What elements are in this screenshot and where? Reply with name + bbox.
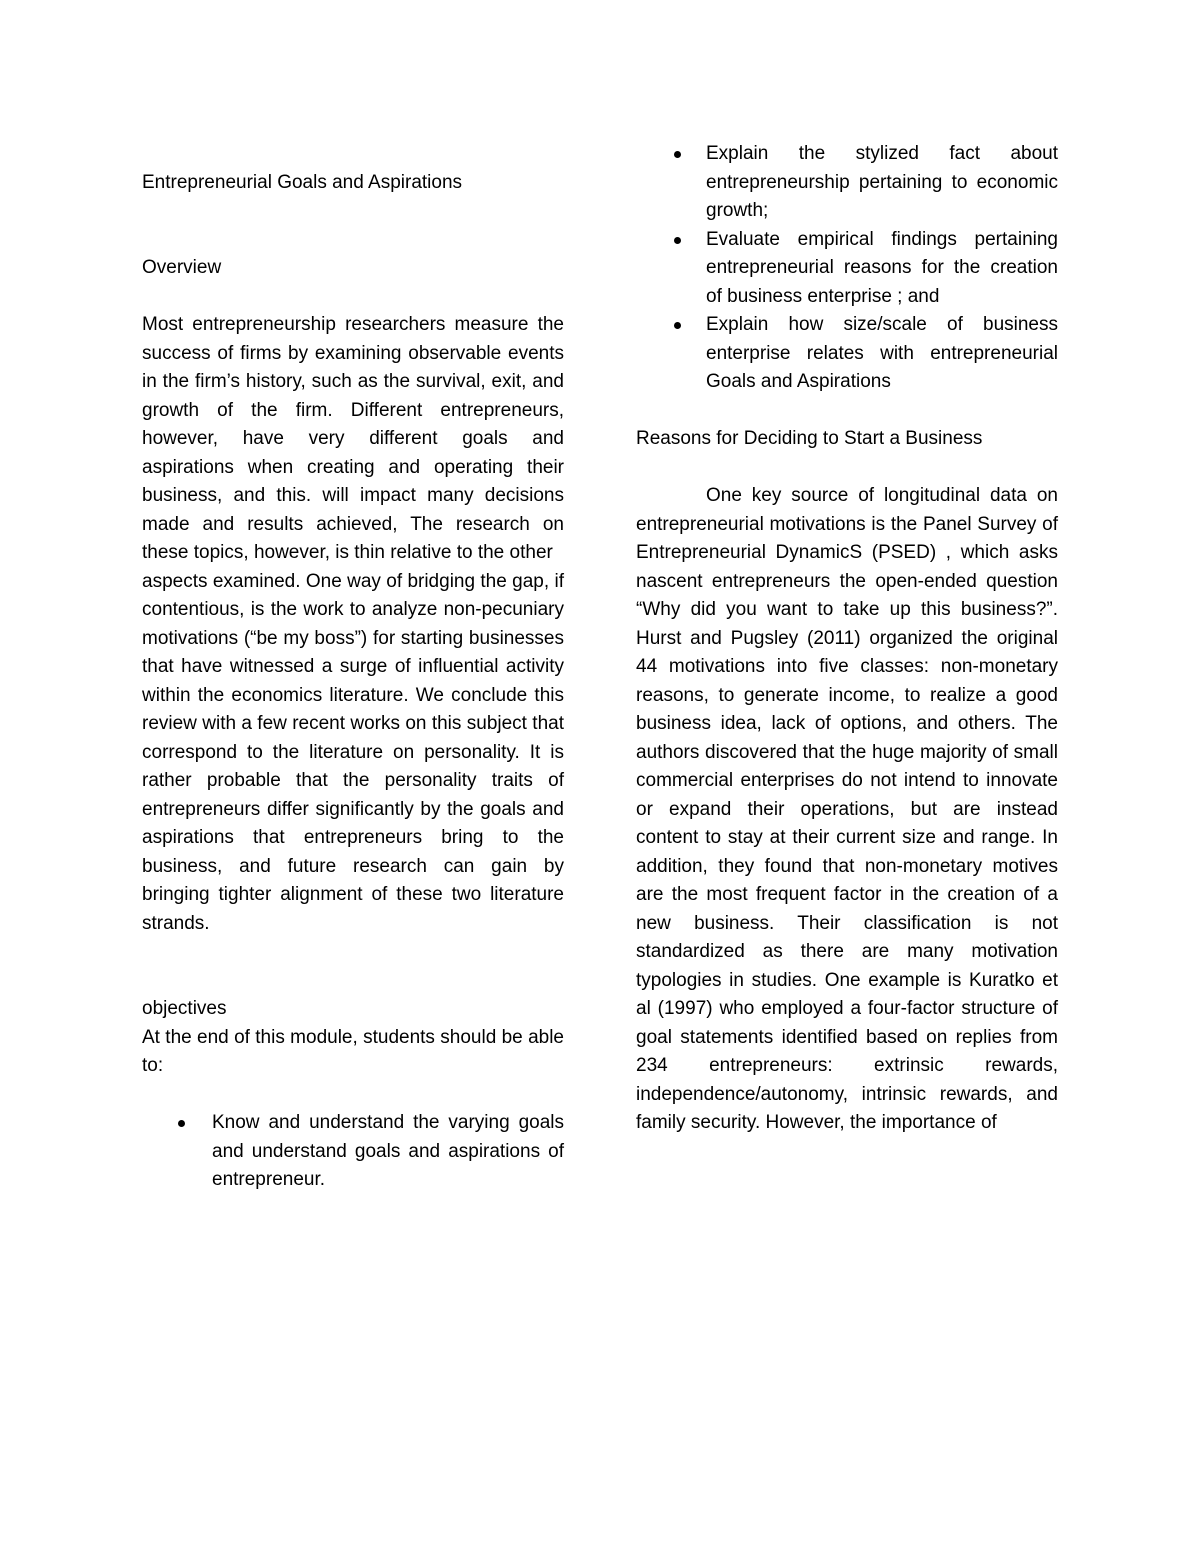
spacer <box>142 1081 564 1110</box>
objective-text: Know and understand the varying goals and understand goals and aspirations of entrepreneur. <box>212 1112 564 1190</box>
bullet-icon <box>674 322 681 329</box>
section-heading: Reasons for Deciding to Start a Business <box>636 428 983 449</box>
bullet-icon <box>178 1120 185 1127</box>
objectives-intro: At the end of this module, students should be able to: <box>142 1026 564 1076</box>
document-title-wrapper <box>142 140 564 197</box>
spacer <box>636 397 1058 426</box>
objective-text: Explain how size/scale of business enterprise relates with entrepreneurial Goals and Aspirations <box>706 314 1058 392</box>
objective-item <box>636 226 1058 312</box>
spacer <box>142 938 564 995</box>
objectives-list-right <box>636 140 1058 397</box>
objective-text: Explain the stylized fact about entrepreneurship pertaining to economic growth; <box>706 143 1058 221</box>
section-paragraph: One key source of longitudinal data on entrepreneurial motivations is the Panel Survey of Entrepreneurial DynamicS (PSED) , which asks nascent entrepreneurs the open-ended question “Why did you want to take up this business?”. Hurst and Pugsley (2011) organized the original 44 motivations into five classes: non-monetary reasons, to generate income, to realize a good business idea, lack of options, and others. The authors discovered that the huge majority of small commercial enterprises do not intend to innovate or expand their operations, but are instead content to stay at their current size and range. In addition, they found that non-monetary motives are the most frequent factor in the creation of a new business. Their classification is not standardized as there are many motivation typologies in studies. One example is Kuratko et al (1997) who employed a four-factor structure of goal statements identified based on replies from 234 entrepreneurs: extrinsic rewards, independence/autonomy, intrinsic rewards, and family security. However, the importance of <box>636 485 1058 1133</box>
overview-paragraph-2: aspects examined. One way of bridging the gap, if contentious, is the work to analyze non-pecuniary motivations (“be my boss”) for starting businesses that have witnessed a surge of influential activity within the economics literature. We conclude this review with a few recent works on this subject that correspond to the literature on personality. It is rather probable that the personality traits of entrepreneurs differ significantly by the goals and aspirations that entrepreneurs bring to the business, and future research can gain by bringing tighter alignment of these two literature strands. <box>142 570 564 934</box>
right-column <box>636 140 1058 1138</box>
bullet-icon <box>674 151 681 158</box>
bullet-icon <box>674 237 681 244</box>
objective-item <box>636 311 1058 397</box>
overview-heading: Overview <box>142 257 222 278</box>
document-title: Entrepreneurial Goals and Aspirations <box>142 171 463 193</box>
objectives-list-left <box>142 1109 564 1195</box>
overview-paragraph-1: Most entrepreneurship researchers measure the success of firms by examining observable events in the firm’s history, such as the survival, exit, and growth of the firm. Different entrepreneurs, however, have very different goals and aspirations when creating and operating their business, and this. will impact many decisions made and results achieved, The research on these topics, however, is thin relative to the other <box>142 314 564 563</box>
objectives-heading: objectives <box>142 998 227 1019</box>
spacer <box>142 283 564 312</box>
spacer <box>142 197 564 254</box>
objective-item <box>636 140 1058 226</box>
objective-item <box>142 1109 564 1195</box>
spacer <box>636 454 1058 483</box>
objective-text: Evaluate empirical findings pertaining entrepreneurial reasons for the creation of business enterprise ; and <box>706 228 1058 307</box>
left-column <box>142 140 564 1195</box>
